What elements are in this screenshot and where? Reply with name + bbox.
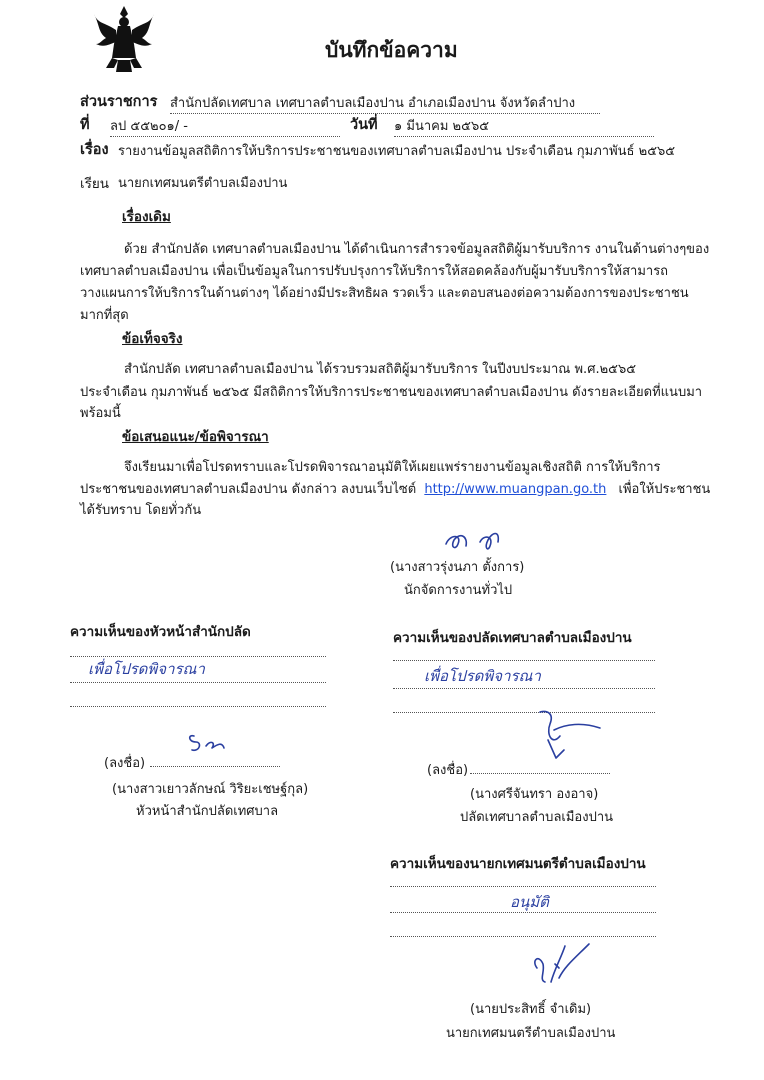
clerk-sign-label: (ลงชื่อ) — [427, 763, 469, 778]
comment-line — [393, 688, 655, 689]
head-office-signature — [184, 728, 234, 762]
clerk-signature — [530, 706, 610, 770]
mayor-signature — [525, 938, 595, 998]
website-link[interactable]: http://www.muangpan.go.th — [424, 482, 607, 497]
comment-line — [390, 886, 656, 887]
author-name: (นางสาวรุ่งนภา ตั้งการ) — [390, 560, 525, 575]
background-line: ด้วย สำนักปลัด เทศบาลตำบลเมืองปาน ได้ดำเนินการสำรวจข้อมูลสถิติผู้มารับบริการ งานในด้านต่างๆของ — [124, 242, 710, 257]
facts-line: สำนักปลัด เทศบาลตำบลเมืองปาน ได้รวบรวมสถิติผู้มารับบริการ ในปีงบประมาณ พ.ศ.๒๕๖๕ — [124, 362, 637, 377]
mayor-position: นายกเทศมนตรีตำบลเมืองปาน — [446, 1026, 616, 1041]
facts-line: พร้อมนี้ — [80, 406, 121, 421]
garuda-emblem — [92, 4, 156, 74]
mayor-comment: อนุมัติ — [510, 893, 549, 911]
head-office-position: หัวหน้าสำนักปลัดเทศบาล — [136, 804, 279, 819]
subject-value: รายงานข้อมูลสถิติการให้บริการประชาชนของเทศบาลตำบลเมืองปาน ประจำเดือน กุมภาพันธ์ ๒๕๖๕ — [118, 144, 676, 159]
background-line: มากที่สุด — [80, 308, 129, 323]
clerk-opinion-heading: ความเห็นของปลัดเทศบาลตำบลเมืองปาน — [393, 630, 632, 646]
agency-label: ส่วนราชการ — [80, 94, 158, 110]
proposal-heading: ข้อเสนอแนะ/ข้อพิจารณา — [122, 429, 269, 445]
comment-line — [390, 936, 656, 937]
comment-line — [393, 712, 655, 713]
clerk-name: (นางศรีจันทรา องอาจ) — [470, 787, 599, 802]
facts-heading: ข้อเท็จจริง — [122, 331, 183, 347]
signature-line — [470, 773, 610, 774]
date-value: ๑ มีนาคม ๒๕๖๕ — [394, 115, 654, 137]
comment-line — [70, 682, 326, 683]
comment-line — [70, 706, 326, 707]
head-office-name: (นางสาวเยาวลักษณ์ วิริยะเชษฐ์กุล) — [112, 782, 309, 797]
proposal-text: เพื่อให้ประชาชน — [618, 482, 711, 497]
clerk-position: ปลัดเทศบาลตำบลเมืองปาน — [460, 810, 614, 825]
agency-value: สำนักปลัดเทศบาล เทศบาลตำบลเมืองปาน อำเภอเมืองปาน จังหวัดลำปาง — [170, 92, 600, 114]
to-label: เรียน — [80, 176, 110, 192]
head-office-sign-label: (ลงชื่อ) — [104, 756, 146, 771]
author-position: นักจัดการงานทั่วไป — [404, 583, 513, 598]
to-value: นายกเทศมนตรีตำบลเมืองปาน — [118, 176, 288, 191]
proposal-line: จึงเรียนมาเพื่อโปรดทราบและโปรดพิจารณาอนุมัติให้เผยแพร่รายงานข้อมูลเชิงสถิติ การให้บริการ — [124, 460, 661, 475]
ref-value: ลป ๕๕๒๐๑/ - — [110, 115, 340, 137]
background-line: เทศบาลตำบลเมืองปาน เพื่อเป็นข้อมูลในการปรับปรุงการให้บริการให้สอดคล้องกับผู้มารับบริการให้สามารถ — [80, 264, 669, 279]
date-label: วันที่ — [350, 117, 378, 133]
facts-line: ประจำเดือน กุมภาพันธ์ ๒๕๖๕ มีสถิติการให้บริการประชาชนของเทศบาลตำบลเมืองปาน ดังรายละเอียดที่แนบมา — [80, 385, 703, 400]
mayor-name: (นายประสิทธิ์ จำเดิม) — [470, 1002, 592, 1017]
background-heading: เรื่องเดิม — [122, 209, 171, 225]
background-line: วางแผนการให้บริการในด้านต่างๆ ได้อย่างมีประสิทธิผล รวดเร็ว และตอบสนองต่อความต้องการของประชาชน — [80, 286, 689, 301]
head-office-comment: เพื่อโปรดพิจารณา — [88, 660, 205, 678]
mayor-opinion-heading: ความเห็นของนายกเทศมนตรีตำบลเมืองปาน — [390, 856, 646, 872]
comment-line — [393, 660, 655, 661]
comment-line — [390, 912, 656, 913]
signature-line — [150, 766, 280, 767]
proposal-text: ประชาชนของเทศบาลตำบลเมืองปาน ดังกล่าว ลงบนเว็บไซต์ — [80, 482, 417, 497]
proposal-line — [80, 478, 710, 499]
subject-label: เรื่อง — [80, 142, 109, 158]
proposal-line: ได้รับทราบ โดยทั่วกัน — [80, 503, 202, 518]
ref-label: ที่ — [80, 117, 90, 133]
clerk-comment: เพื่อโปรดพิจารณา — [424, 667, 541, 685]
head-office-opinion-heading: ความเห็นของหัวหน้าสำนักปลัด — [70, 624, 251, 640]
document-title: บันทึกข้อความ — [325, 38, 458, 62]
